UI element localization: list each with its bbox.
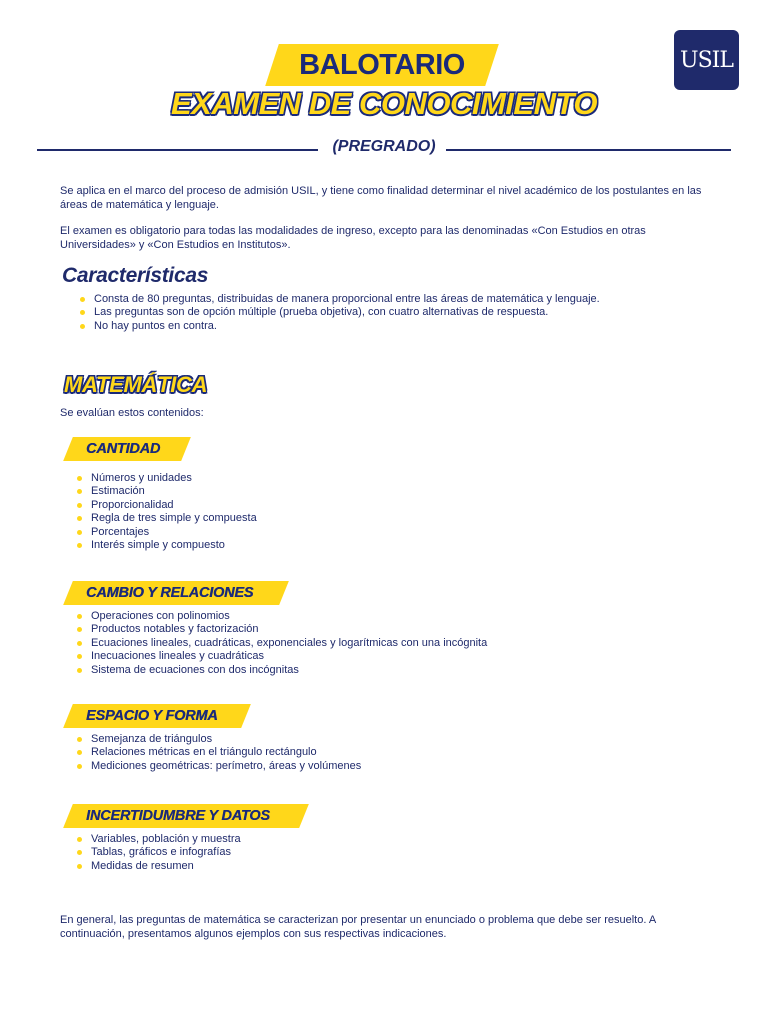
list-item: Operaciones con polinomios [91, 610, 711, 623]
list-item: No hay puntos en contra. [94, 320, 734, 333]
page-subtitle: EXAMEN DE CONOCIMIENTO [171, 86, 597, 121]
bullet-icon [80, 310, 85, 315]
bullet-icon [77, 668, 82, 673]
bullet-icon [77, 489, 82, 494]
cambio-list [91, 610, 711, 677]
list-item: Sistema de ecuaciones con dos incógnitas [91, 664, 711, 677]
list-item: Relaciones métricas en el triángulo rectángulo [91, 746, 711, 759]
divider-right [446, 149, 731, 151]
list-item: Semejanza de triángulos [91, 733, 711, 746]
bullet-icon [77, 530, 82, 535]
list-item: Proporcionalidad [91, 499, 691, 512]
bullet-icon [80, 324, 85, 329]
bullet-icon [77, 850, 82, 855]
tag-cambio-y-relaciones [68, 581, 284, 605]
bullet-icon [77, 476, 82, 481]
tag-label: ESPACIO Y FORMA [86, 708, 218, 724]
list-item: Medidas de resumen [91, 860, 711, 873]
bullet-icon [77, 750, 82, 755]
incertidumbre-list [91, 833, 711, 873]
tag-label: CANTIDAD [86, 441, 161, 457]
bullet-icon [77, 503, 82, 508]
caracteristicas-list [94, 293, 734, 333]
closing-paragraph: En general, las preguntas de matemática se caracterizan por presentar un enunciado o problema que debe ser resuelto. A continuación, presentamos algunos ejemplos con sus respectivas indicaciones. [60, 914, 656, 940]
title-banner [272, 44, 492, 86]
list-item: Tablas, gráficos e infografías [91, 846, 711, 859]
tag-label: INCERTIDUMBRE Y DATOS [86, 808, 270, 824]
list-item: Las preguntas son de opción múltiple (prueba objetiva), con cuatro alternativas de respuesta. [94, 306, 734, 319]
divider-left [37, 149, 318, 151]
page-title: BALOTARIO [299, 48, 465, 81]
bullet-icon [77, 627, 82, 632]
list-item: Consta de 80 preguntas, distribuidas de manera proporcional entre las áreas de matemática y lenguaje. [94, 293, 734, 306]
list-item: Ecuaciones lineales, cuadráticas, exponenciales y logarítmicas con una incógnita [91, 637, 711, 650]
bullet-icon [77, 737, 82, 742]
tag-espacio-y-forma [68, 704, 246, 728]
caracteristicas-title: Características [62, 264, 209, 287]
list-item: Regla de tres simple y compuesta [91, 512, 691, 525]
level-label: (PREGRADO) [332, 138, 436, 155]
list-item: Estimación [91, 485, 691, 498]
list-item: Variables, población y muestra [91, 833, 711, 846]
matematica-intro: Se evalúan estos contenidos: [60, 407, 204, 419]
tag-cantidad [68, 437, 186, 461]
cantidad-list [91, 472, 691, 552]
bullet-icon [77, 837, 82, 842]
bullet-icon [77, 764, 82, 769]
intro-paragraph-1: Se aplica en el marco del proceso de admisión USIL, y tiene como finalidad determinar el nivel académico de los postulantes en las áreas de matemática y lenguaje. [60, 185, 702, 211]
espacio-list [91, 733, 711, 773]
bullet-icon [77, 614, 82, 619]
bullet-icon [77, 641, 82, 646]
tag-label: CAMBIO Y RELACIONES [86, 585, 254, 601]
bullet-icon [77, 516, 82, 521]
usil-logo: USIL [674, 30, 739, 90]
tag-incertidumbre-y-datos [68, 804, 304, 828]
bullet-icon [77, 543, 82, 548]
list-item: Interés simple y compuesto [91, 539, 691, 552]
bullet-icon [80, 297, 85, 302]
matematica-title: MATEMÁTICA [64, 372, 208, 397]
list-item: Productos notables y factorización [91, 623, 711, 636]
list-item: Inecuaciones lineales y cuadráticas [91, 650, 711, 663]
bullet-icon [77, 654, 82, 659]
list-item: Mediciones geométricas: perímetro, áreas y volúmenes [91, 760, 711, 773]
list-item: Porcentajes [91, 526, 691, 539]
intro-paragraph-2: El examen es obligatorio para todas las modalidades de ingreso, excepto para las denominadas «Con Estudios en otras Universidades» y «Con Estudios en Institutos». [60, 225, 646, 251]
bullet-icon [77, 864, 82, 869]
list-item: Números y unidades [91, 472, 691, 485]
